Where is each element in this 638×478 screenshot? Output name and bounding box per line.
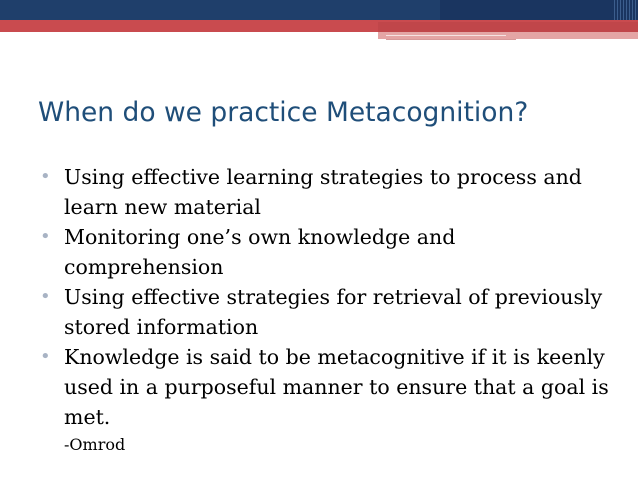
bullet-item (40, 222, 615, 282)
bullet-item (40, 162, 615, 222)
header-thin-line-2 (386, 39, 516, 40)
bullet-text: Knowledge is said to be metacognitive if it is keenly used in a purposeful manner to ensure that a goal is met. (64, 345, 609, 429)
bullet-icon: • (40, 226, 51, 247)
bullet-icon: • (40, 166, 51, 187)
bullet-text: Monitoring one’s own knowledge and comprehension (64, 225, 456, 279)
bullet-item (40, 342, 615, 432)
bullet-item (40, 282, 615, 342)
header-thin-line (386, 35, 506, 36)
bullet-icon: • (40, 346, 51, 367)
bullet-text: Using effective learning strategies to process and learn new material (64, 165, 582, 219)
header-stripes (612, 0, 638, 22)
slide-title: When do we practice Metacognition? (38, 97, 529, 128)
bullet-list (40, 162, 615, 458)
attribution: -Omrod (64, 435, 126, 454)
bullet-text: Using effective strategies for retrieval of previously stored information (64, 285, 603, 339)
header-red-bar-accent (378, 22, 638, 32)
header-navy-bar-accent (440, 0, 638, 22)
bullet-icon: • (40, 286, 51, 307)
